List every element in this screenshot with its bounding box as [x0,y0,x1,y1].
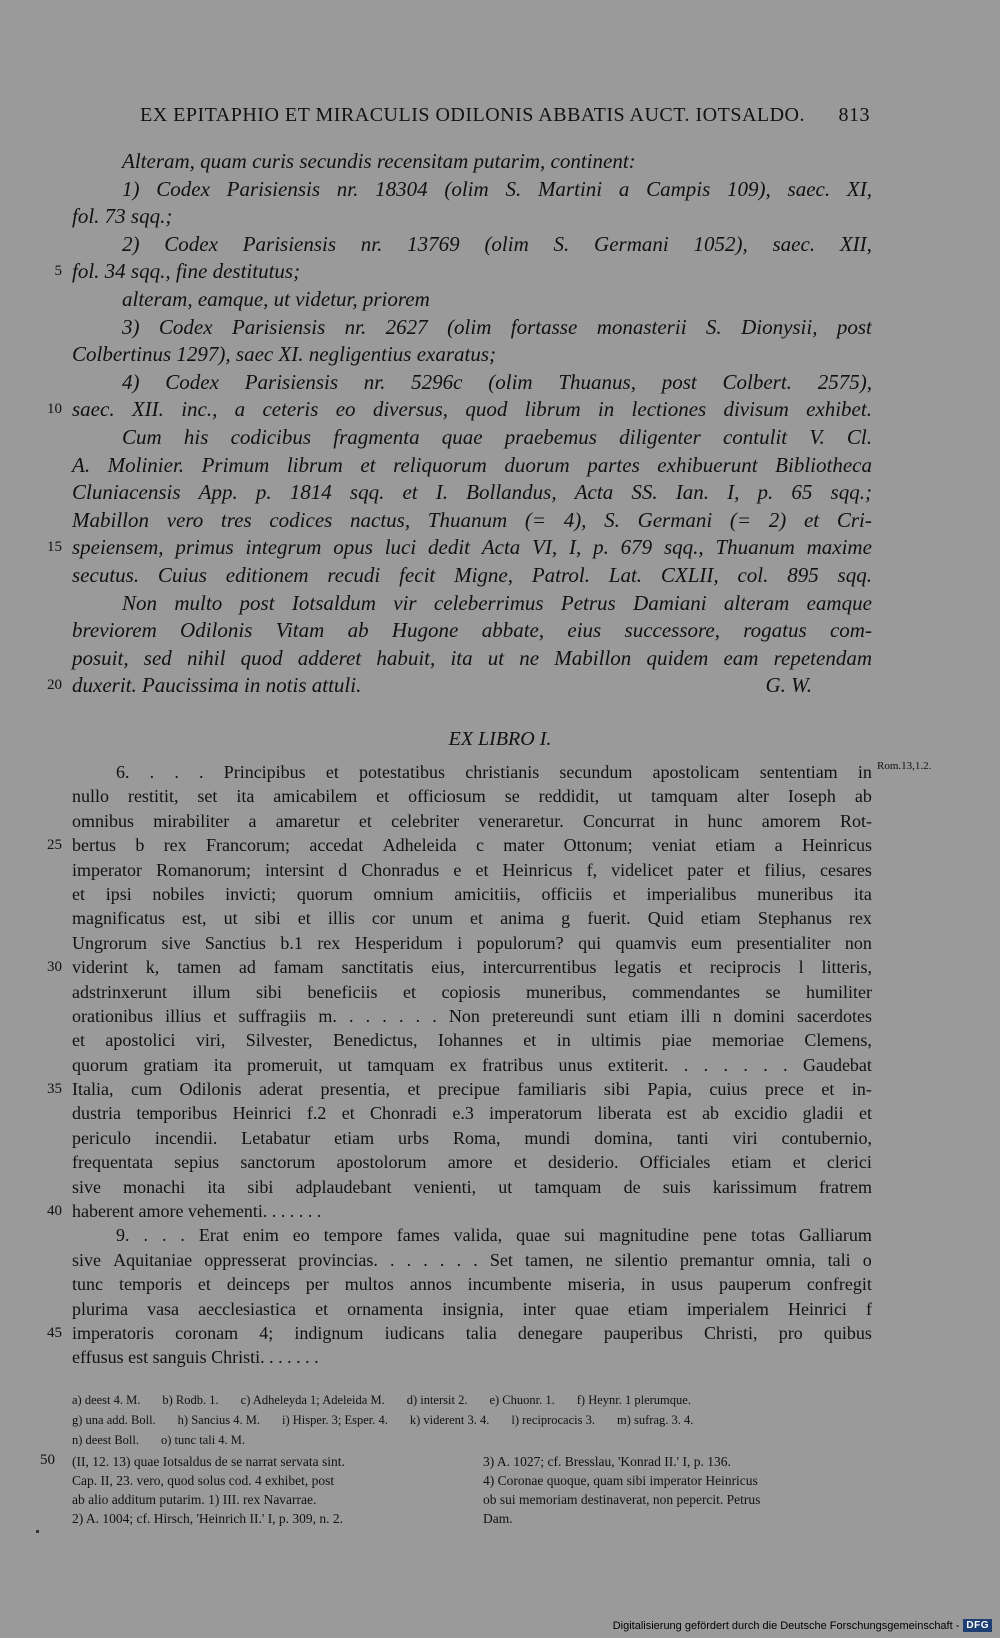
intro-line: secutus. Cuius editionem recudi fecit Migne, Patrol. Lat. CXLII, col. 895 sqq. [72,562,872,587]
text-line: sive monachi ita sibi adplaudebant venienti, ut tamquam de suis karissimum fratrem [72,1176,872,1197]
intro-line: A. Molinier. Primum librum et reliquorum duorum partes exhibuerunt Bibliotheca [72,452,872,477]
line-number: 20 [47,677,62,694]
text-line: 6. . . . Principibus et potestatibus christianis secundum apostolicam sententiam in [116,762,872,782]
notes-right-column [483,1452,872,1528]
introduction-text [47,148,872,700]
note-line: 3) A. 1027; cf. Bresslau, 'Konrad II.' I, p. 136. [483,1454,731,1469]
footnote: b) Rodb. 1. [162,1393,219,1407]
intro-line: fol. 73 sqq.; [72,204,173,229]
editor-initials: G. W. [765,673,812,698]
running-header [140,104,870,127]
text-line: imperator Romanorum; intersint d Chonradus e et Heinricus f, videlicet pater et filius, cesares [72,859,872,880]
text-line: periculo incendii. Letabatur etiam urbs Roma, mundi domina, tanti viri contubernio, [72,1127,872,1148]
text-line: 35 Italia, cum Odilonis aderat presentia, et precipue familiaris sibi Papia, cuius prece et in- [72,1077,872,1101]
main-text [47,760,932,1370]
intro-line: Colbertinus 1297), saec XI. negligentius exaratus; [72,342,497,367]
note-line: (II, 12. 13) quae Iotsaldus de se narrat servata sint. [72,1454,345,1469]
text-line: plurima vasa aecclesiastica et ornamenta insignia, inter quae etiam imperialem Heinrici f [72,1298,872,1319]
footnote: c) Adheleyda 1; Adeleida M. [240,1393,385,1407]
line-number: 15 [47,539,62,556]
text-line: Ungrorum sive Sanctius b.1 rex Hesperidum i populorum? qui quamvis eum presentialiter non [72,932,872,953]
text-line: omnibus mirabiliter a amaretur et celebriter veneraretur. Concurrat in hunc amorem Rot- [72,810,872,831]
footnote: m) sufrag. 3. 4. [617,1413,694,1427]
footnote-row [72,1390,872,1410]
footnote: f) Heynr. 1 plerumque. [576,1393,691,1407]
note-line: 4) Coronae quoque, quam sibi imperator Heinricus [483,1473,758,1488]
intro-line: posuit, sed nihil quod adderet habuit, ita ut ne Mabillon quidem eam repetendam [72,645,872,670]
intro-line: alteram, eamque, ut videtur, priorem [122,286,430,311]
text-line: quorum gratiam ita promeruit, ut tamquam ex fratribus unus extiterit. . . . . . . Gaudebat [72,1054,872,1075]
intro-line: 15 speiensem, primus integrum opus luci dedit Acta VI, I, p. 679 sqq., Thuanum maxime [72,534,872,562]
intro-line: Mabillon vero tres codices nactus, Thuanum (= 4), S. Germani (= 2) et Cri- [72,507,872,532]
text-line: frequentata sepius sanctorum apostolorum amore et desiderio. Officiales etiam et clerici [72,1152,872,1173]
line-number: 40 [47,1203,62,1220]
intro-line: Alteram, quam curis secundis recensitam putarim, continent: [122,149,636,173]
line-number: 35 [47,1081,62,1098]
note-line: ob sui memoriam destinaverat, non pepercit. Petrus [483,1492,761,1507]
notes-left-column [72,1452,461,1528]
text-line: effusus est sanguis Christi. . . . . . . [72,1347,319,1368]
footnote-row [72,1410,872,1430]
footnote-row [72,1430,872,1450]
text-line: magnificatus est, ut sibi et illis cor unum et anima g fuerit. Quid etiam Stephanus rex [72,908,872,929]
text-line: tunc temporis et deinceps per multos annos incumbente miseria, in usus pauperum confregit [72,1274,872,1295]
line-number: 25 [47,837,62,854]
section-title: EX LIBRO I. [448,728,552,750]
scan-speck [36,1530,39,1533]
text-line: sive Aquitaniae oppresserat provincias. . . . . . . Set tamen, ne silentio premantur omnia, tali o [72,1249,872,1270]
text-line: 30 viderint k, tamen ad famam sanctitatis eius, intercurrentibus legatis et reciprocis l litteris, [72,955,872,979]
footnote: a) deest 4. M. [72,1393,141,1407]
intro-line: 20 duxerit. Paucissima in notis attuli. G. W. [72,672,872,700]
footnote: h) Sancius 4. M. [177,1413,260,1427]
text-line: et apostolici viri, Silvester, Benedictus, Iohannes et in ultimis piae memoriae Clemens, [72,1030,872,1051]
text-line: dustria temporibus Heinrici f.2 et Chonradi e.3 imperatorum liberata est ab excidio gladii et [72,1103,872,1124]
intro-line: breviorem Odilonis Vitam ab Hugone abbate, eius successore, rogatus com- [72,618,872,643]
explanatory-notes [72,1452,872,1528]
text-line: 45 imperatoris coronam 4; indignum iudicans talia denegare pauperibus Christi, pro quibus [72,1321,872,1345]
intro-line: 4) Codex Parisiensis nr. 5296c (olim Thuanus, post Colbert. 2575), [122,369,872,394]
credit-text: Digitalisierung gefördert durch die Deutsche Forschungsgemeinschaft - [612,1619,960,1632]
text-line: et ipsi nobiles invicti; quorum omnium amicitiis, officiis et imperialibus muneribus ita [72,883,872,904]
running-title: EX EPITAPHIO ET MIRACULIS ODILONIS ABBATIS AUCT. IOTSALDO. [140,104,805,126]
text-line: adstrinxerunt illum sibi beneficiis et copiosis muneribus, commendantes se humiliter [72,981,872,1002]
note-line: 2) A. 1004; cf. Hirsch, 'Heinrich II.' I, p. 309, n. 2. [72,1511,344,1526]
critical-apparatus [72,1390,872,1450]
note-line: ab alio additum putarim. 1) III. rex Navarrae. [72,1492,317,1507]
intro-line: 3) Codex Parisiensis nr. 2627 (olim fortasse monasterii S. Dionysii, post [122,314,872,339]
footnote: k) viderent 3. 4. [409,1413,490,1427]
footnote: g) una add. Boll. [72,1413,156,1427]
note-line: Dam. [483,1511,513,1526]
footnote: n) deest Boll. [72,1433,140,1447]
intro-line: Non multo post Iotsaldum vir celeberrimus Petrus Damiani alteram eamque [122,590,872,615]
intro-line: 1) Codex Parisiensis nr. 18304 (olim S. Martini a Campis 109), saec. XI, [122,176,872,201]
intro-line: 2) Codex Parisiensis nr. 13769 (olim S. Germani 1052), saec. XII, [122,231,872,256]
line-number: 10 [47,401,62,418]
dfg-logo: DFG [963,1619,992,1632]
text-line: 9. . . . Erat enim eo tempore fames valida, quae sui magnitudine pene totas Galliarum [116,1225,872,1246]
margin-note: Rom.13,1.2. [877,760,932,772]
footnote: d) intersit 2. [406,1393,468,1407]
footnote: e) Chuonr. 1. [489,1393,555,1407]
footnote: l) reciprocacis 3. [511,1413,595,1427]
note-line: Cap. II, 23. vero, quod solus cod. 4 exhibet, post [72,1473,335,1488]
footnote: o) tunc tali 4. M. [161,1433,246,1447]
digitization-credit [613,1619,992,1632]
intro-line: 10 saec. XII. inc., a ceteris eo diversus, quod librum in lectiones divisum exhibet. [72,396,872,424]
intro-line: 5 fol. 34 sqq., fine destitutus; [72,258,872,286]
line-number: 30 [47,959,62,976]
text-line: nullo restitit, set ita amicabilem et officiosum se reddidit, ut tamquam alter Ioseph ab [72,786,872,807]
intro-line: Cum his codicibus fragmenta quae praebemus diligenter contulit V. Cl. [122,424,872,449]
page-number: 813 [838,104,870,126]
text-line: 25 bertus b rex Francorum; accedat Adheleida c mater Ottonum; veniat etiam a Heinricus [72,833,872,857]
footnote: i) Hisper. 3; Esper. 4. [281,1413,388,1427]
line-number: 5 [54,263,62,280]
intro-line: Cluniacensis App. p. 1814 sqq. et I. Bollandus, Acta SS. Ian. I, p. 65 sqq.; [72,480,872,505]
text-line: 40 haberent amore vehementi. . . . . . . [72,1199,872,1223]
text-line: orationibus illius et suffragiis m. . . . . . . Non pretereundi sunt etiam illi n domini sacerdotes [72,1005,872,1026]
line-number: 50 [40,1452,55,1468]
line-number: 45 [47,1324,62,1341]
